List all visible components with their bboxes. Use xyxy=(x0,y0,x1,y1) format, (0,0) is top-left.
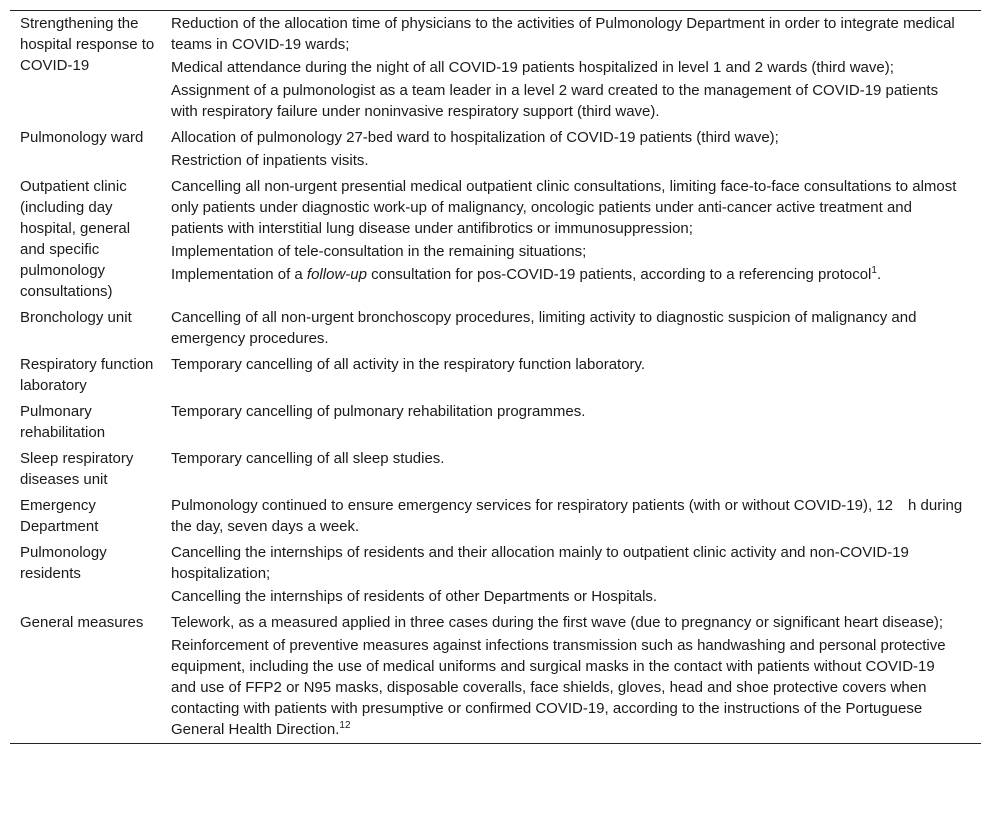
italic-text: follow-up xyxy=(306,266,367,283)
table-row xyxy=(10,352,981,399)
table-row xyxy=(10,174,981,305)
table-row xyxy=(10,493,981,540)
table-row xyxy=(10,540,981,610)
measure-text-part: . xyxy=(876,266,882,283)
measure-item: Cancelling of all non-urgent bronchoscopy procedures, limiting activity to diagnostic suspicion of malignancy and emergency procedures. xyxy=(171,309,917,347)
measures-cell xyxy=(161,11,981,126)
measures-cell xyxy=(161,399,981,446)
category-cell: Pulmonary rehabilitation xyxy=(20,403,106,441)
measure-item: Allocation of pulmonology 27-bed ward to hospitalization of COVID-19 patients (third wave); xyxy=(171,129,779,146)
measure-item: Medical attendance during the night of all COVID-19 patients hospitalized in level 1 and 2 wards (third wave); xyxy=(171,59,894,76)
measure-item: Cancelling all non-urgent presential medical outpatient clinic consultations, limiting face-to-face consultations to almost only patients under diagnostic work-up of malignancy, oncologic patients under anti-cancer active treatment and patients with interstitial lung disease under antifibrotics or immunosuppression; xyxy=(171,178,957,237)
table-row xyxy=(10,125,981,174)
measure-item xyxy=(171,264,963,285)
table-row xyxy=(10,446,981,493)
measures-cell xyxy=(161,352,981,399)
measures-cell xyxy=(161,493,981,540)
measures-cell xyxy=(161,305,981,352)
measures-cell xyxy=(161,610,981,744)
category-cell: Strengthening the hospital response to COVID-19 xyxy=(20,15,155,74)
reference-superscript: 1 xyxy=(871,265,877,276)
measure-item: Pulmonology continued to ensure emergency services for respiratory patients (with or without COVID-19), 12 h during the day, seven days a week. xyxy=(171,497,963,535)
measure-item: Temporary cancelling of all sleep studies. xyxy=(171,450,445,467)
measures-table xyxy=(10,10,981,744)
measure-item: Cancelling the internships of residents of other Departments or Hospitals. xyxy=(171,588,658,605)
measure-text-part: Reinforcement of preventive measures against infections transmission such as handwashing and personal protective equipment, including the use of medical uniforms and surgical masks in the contact with patients without COVID-19 and use of FFP2 or N95 masks, disposable coveralls, face shields, gloves, head and shoe protective covers when contacting with patients with presumptive or confirmed COVID-19, according to the instructions of the Portuguese General Health Direction. xyxy=(171,637,946,738)
measures-table-container xyxy=(10,10,981,744)
category-cell: Emergency Department xyxy=(20,497,99,535)
table-row xyxy=(10,399,981,446)
measure-text-part: consultation for pos-COVID-19 patients, according to a referencing protocol xyxy=(366,266,872,283)
measure-item: Restriction of inpatients visits. xyxy=(171,152,369,169)
measure-item: Temporary cancelling of pulmonary rehabilitation programmes. xyxy=(171,403,586,420)
category-cell: Pulmonology residents xyxy=(20,544,107,582)
category-cell: Sleep respiratory diseases unit xyxy=(20,450,134,488)
table-row xyxy=(10,305,981,352)
measure-item: Implementation of tele-consultation in the remaining situations; xyxy=(171,243,587,260)
category-cell: Bronchology unit xyxy=(20,309,132,326)
category-cell: Pulmonology ward xyxy=(20,129,144,146)
measures-cell xyxy=(161,446,981,493)
measure-item: Assignment of a pulmonologist as a team leader in a level 2 ward created to the management of COVID-19 patients with respiratory failure under noninvasive respiratory support (third wave). xyxy=(171,82,939,120)
measure-item: Reduction of the allocation time of physicians to the activities of Pulmonology Department in order to integrate medical teams in COVID-19 wards; xyxy=(171,15,955,53)
measure-item: Telework, as a measured applied in three cases during the first wave (due to pregnancy or significant heart disease); xyxy=(171,614,944,631)
category-cell: Respiratory function laboratory xyxy=(20,356,154,394)
measure-item: Temporary cancelling of all activity in the respiratory function laboratory. xyxy=(171,356,646,373)
measure-item xyxy=(171,635,963,740)
table-row xyxy=(10,11,981,126)
reference-superscript: 12 xyxy=(339,720,351,731)
measures-cell xyxy=(161,125,981,174)
measure-text-part: Implementation of a xyxy=(171,266,307,283)
category-cell: Outpatient clinic (including day hospital, general and specific pulmonology consultations) xyxy=(20,178,131,300)
measures-cell xyxy=(161,174,981,305)
measures-cell xyxy=(161,540,981,610)
table-row xyxy=(10,610,981,744)
category-cell: General measures xyxy=(20,614,144,631)
measures-table-body xyxy=(10,11,981,744)
measure-item: Cancelling the internships of residents and their allocation mainly to outpatient clinic activity and non-COVID-19 hospitalization; xyxy=(171,544,909,582)
